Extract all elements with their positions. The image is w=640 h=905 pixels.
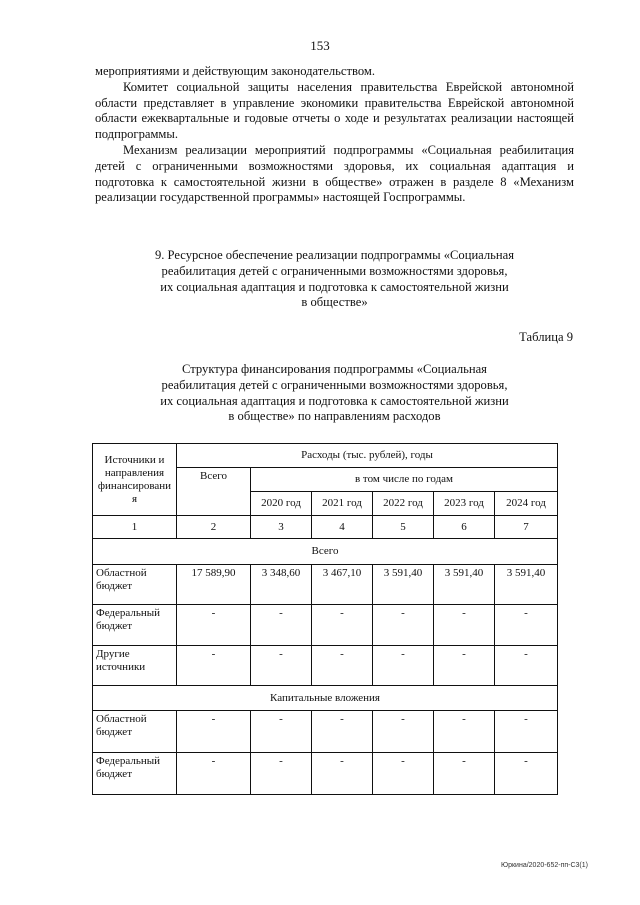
row-value: - <box>495 646 558 686</box>
row-value: 3 591,40 <box>495 565 558 605</box>
column-number: 3 <box>251 516 312 539</box>
column-number: 6 <box>434 516 495 539</box>
row-source: Федеральный бюджет <box>93 753 177 795</box>
header-year: 2023 год <box>434 492 495 516</box>
row-value: - <box>177 646 251 686</box>
row-source: Федеральный бюджет <box>93 605 177 646</box>
table-label: Таблица 9 <box>519 330 573 344</box>
row-value: - <box>495 711 558 753</box>
row-value: - <box>373 605 434 646</box>
row-source: Областной бюджет <box>93 565 177 605</box>
table-row <box>93 646 558 686</box>
table-title <box>95 362 574 425</box>
row-value: - <box>434 605 495 646</box>
section-row-title: Капитальные вложения <box>93 686 558 711</box>
intro-paragraph-1: мероприятиями и действующим законодательством. <box>95 64 376 78</box>
row-value: - <box>373 646 434 686</box>
financing-table <box>92 443 558 795</box>
column-number: 1 <box>93 516 177 539</box>
header-total: Всего <box>177 468 251 516</box>
row-value: - <box>177 753 251 795</box>
intro-paragraph-3: Механизм реализации мероприятий подпрограммы «Социальная реабилитация детей с ограниченными возможностями здоровья, их социальная адаптация и подготовка к самостоятельной жизни в обществе» отражен в разделе 8 «Механизм реализации государственной программы» настоящей Госпрограммы. <box>95 142 574 205</box>
document-code: Юркина/2020-652-пп-С3(1) <box>501 862 588 869</box>
header-year: 2024 год <box>495 492 558 516</box>
section-heading <box>95 248 574 311</box>
table-row <box>93 565 558 605</box>
row-value: - <box>495 753 558 795</box>
row-value: - <box>312 646 373 686</box>
table-title-line: в обществе» по направлениям расходов <box>228 409 441 424</box>
row-value: - <box>373 711 434 753</box>
table-row <box>93 753 558 795</box>
header-year: 2022 год <box>373 492 434 516</box>
header-year: 2020 год <box>251 492 312 516</box>
row-value: - <box>251 605 312 646</box>
table-row <box>93 711 558 753</box>
column-number: 4 <box>312 516 373 539</box>
row-source: Областной бюджет <box>93 711 177 753</box>
row-value: - <box>434 753 495 795</box>
row-value: 17 589,90 <box>177 565 251 605</box>
row-source: Другие источники <box>93 646 177 686</box>
row-value: - <box>312 753 373 795</box>
section-heading-line: реабилитация детей с ограниченными возможностями здоровья, <box>161 263 508 278</box>
row-value: - <box>312 605 373 646</box>
column-number: 5 <box>373 516 434 539</box>
row-value: - <box>434 711 495 753</box>
row-value: - <box>373 753 434 795</box>
section-row-title: Всего <box>93 539 558 565</box>
intro-text <box>95 64 574 206</box>
header-including: в том числе по годам <box>251 468 558 492</box>
intro-paragraph-2: Комитет социальной защиты населения правительства Еврейской автономной области представляет в управление экономики правительства Еврейской автономной области ежеквартальные и годовые отчеты о ходе и результатах реализации настоящей подпрограммы. <box>95 79 574 142</box>
section-heading-line: в обществе» <box>301 295 368 310</box>
row-value: - <box>177 605 251 646</box>
page-number: 153 <box>310 38 330 53</box>
column-number-row <box>93 516 558 539</box>
row-value: 3 348,60 <box>251 565 312 605</box>
row-value: - <box>434 646 495 686</box>
row-value: - <box>251 753 312 795</box>
row-value: - <box>177 711 251 753</box>
column-number: 2 <box>177 516 251 539</box>
header-year: 2021 год <box>312 492 373 516</box>
row-value: - <box>312 711 373 753</box>
header-sources: Источники и направления финансировани я <box>93 444 177 516</box>
row-value: 3 467,10 <box>312 565 373 605</box>
row-value: 3 591,40 <box>373 565 434 605</box>
section-heading-line: их социальная адаптация и подготовка к самостоятельной жизни <box>160 279 509 294</box>
header-expenses: Расходы (тыс. рублей), годы <box>177 444 558 468</box>
row-value: - <box>495 605 558 646</box>
table-title-line: Структура финансирования подпрограммы «Социальная <box>182 362 487 376</box>
section-heading-line: 9. Ресурсное обеспечение реализации подпрограммы «Социальная <box>154 248 515 262</box>
row-value: - <box>251 711 312 753</box>
table-title-line: их социальная адаптация и подготовка к самостоятельной жизни <box>160 393 509 408</box>
row-value: - <box>251 646 312 686</box>
table-title-line: реабилитация детей с ограниченными возможностями здоровья, <box>161 377 508 392</box>
column-number: 7 <box>495 516 558 539</box>
row-value: 3 591,40 <box>434 565 495 605</box>
table-row <box>93 605 558 646</box>
